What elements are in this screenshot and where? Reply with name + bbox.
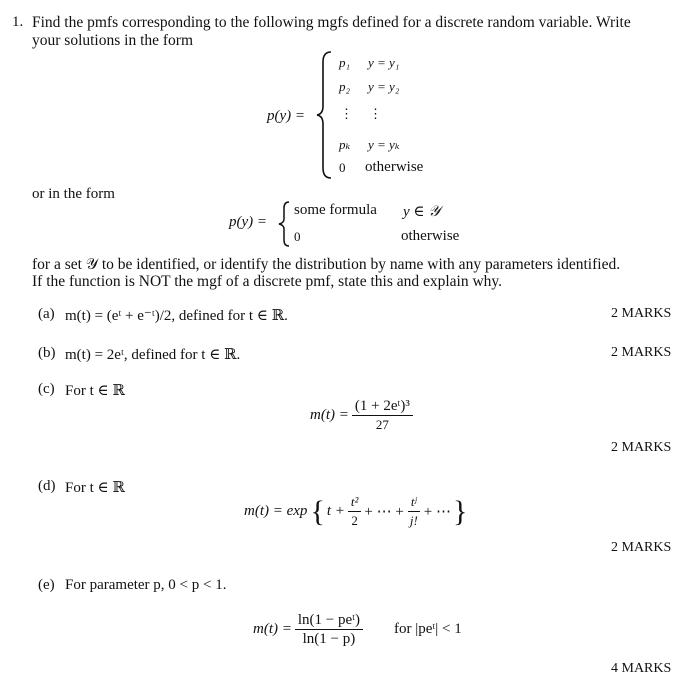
part-d-label: (d) <box>38 478 56 494</box>
piecewise1-pk: pₖ <box>339 137 351 152</box>
part-c-text: For t ∈ ℝ <box>65 383 125 399</box>
part-d-eq-f2-num: tʲ <box>408 494 420 512</box>
piecewise1-zero: 0 <box>339 160 346 175</box>
question-intro-line1: Find the pmfs corresponding to the following mgfs defined for a discrete random variable. Write <box>32 14 631 31</box>
part-e-text: For parameter p, 0 < p < 1. <box>65 577 227 593</box>
close-brace-icon: } <box>453 494 468 528</box>
part-e-eq-numerator: ln(1 − peᵗ) <box>295 612 363 630</box>
part-d-eq-f2-den: j! <box>409 513 418 528</box>
part-e-eq-denominator: ln(1 − p) <box>302 631 356 647</box>
part-c-eq-denominator: 27 <box>375 417 389 432</box>
piecewise1-condk: y = yₖ <box>368 137 400 152</box>
left-brace-small <box>277 200 291 248</box>
part-d-eq-lhs: m(t) = exp <box>244 503 308 519</box>
part-d-eq-t: t + <box>326 503 345 519</box>
piecewise1-p2: p₂ <box>339 79 351 94</box>
part-a-marks: 2 MARKS <box>611 306 672 321</box>
piecewise2-zero: 0 <box>294 229 301 244</box>
piecewise1-vdots-p: ⋮ <box>340 106 353 121</box>
part-c-eq-lhs: m(t) = <box>310 407 349 423</box>
piecewise2-otherwise: otherwise <box>401 228 460 244</box>
piecewise1-vdots-cond: ⋮ <box>369 106 382 121</box>
part-a-text: m(t) = (eᵗ + e⁻ᵗ)/2, defined for t ∈ ℝ. <box>65 308 288 324</box>
part-e-marks: 4 MARKS <box>611 661 672 676</box>
or-in-form-text: or in the form <box>32 186 115 202</box>
part-c-eq-numerator: (1 + 2eᵗ)³ <box>352 398 413 416</box>
piecewise1-p1: p₁ <box>339 55 351 70</box>
part-c-marks: 2 MARKS <box>611 440 672 455</box>
part-d-marks: 2 MARKS <box>611 540 672 555</box>
piecewise2-formula: some formula <box>294 202 377 218</box>
part-d-eq-tail: + ⋯ <box>423 504 451 520</box>
piecewise1-cond2: y = y₂ <box>368 79 400 94</box>
piecewise1-otherwise: otherwise <box>365 159 424 175</box>
part-d-text: For t ∈ ℝ <box>65 480 125 496</box>
question-intro-line2: your solutions in the form <box>32 32 194 49</box>
part-c-label: (c) <box>38 381 55 397</box>
part-d-eq-f1-den: 2 <box>351 513 358 528</box>
piecewise2-lhs: p(y) = <box>229 214 268 230</box>
open-brace-icon: { <box>310 494 325 528</box>
part-c-equation <box>310 398 416 433</box>
question-number: 1. <box>12 14 24 30</box>
part-d-eq-mid: + ⋯ + <box>364 504 404 520</box>
part-b-text: m(t) = 2eᵗ, defined for t ∈ ℝ. <box>65 347 241 363</box>
part-d-eq-f1-num: t² <box>348 494 362 512</box>
part-a-label: (a) <box>38 306 55 322</box>
part-e-label: (e) <box>38 577 55 593</box>
part-b-label: (b) <box>38 345 56 361</box>
paragraph-line1: for a set 𝒴 to be identified, or identify the distribution by name with any parameters identified. <box>32 256 621 273</box>
piecewise1-lhs: p(y) = <box>267 108 306 124</box>
part-d-equation <box>244 494 467 529</box>
paragraph-line2: If the function is NOT the mgf of a discrete pmf, state this and explain why. <box>32 273 503 290</box>
left-brace-large <box>315 50 333 180</box>
part-e-eq-condition: for |peᵗ| < 1 <box>394 621 462 637</box>
piecewise1-cond1: y = y₁ <box>368 55 400 70</box>
piecewise2-cond1: y ∈ 𝒴 <box>403 204 441 220</box>
part-b-marks: 2 MARKS <box>611 345 672 360</box>
part-e-equation <box>253 612 462 647</box>
part-e-eq-lhs: m(t) = <box>253 621 292 637</box>
